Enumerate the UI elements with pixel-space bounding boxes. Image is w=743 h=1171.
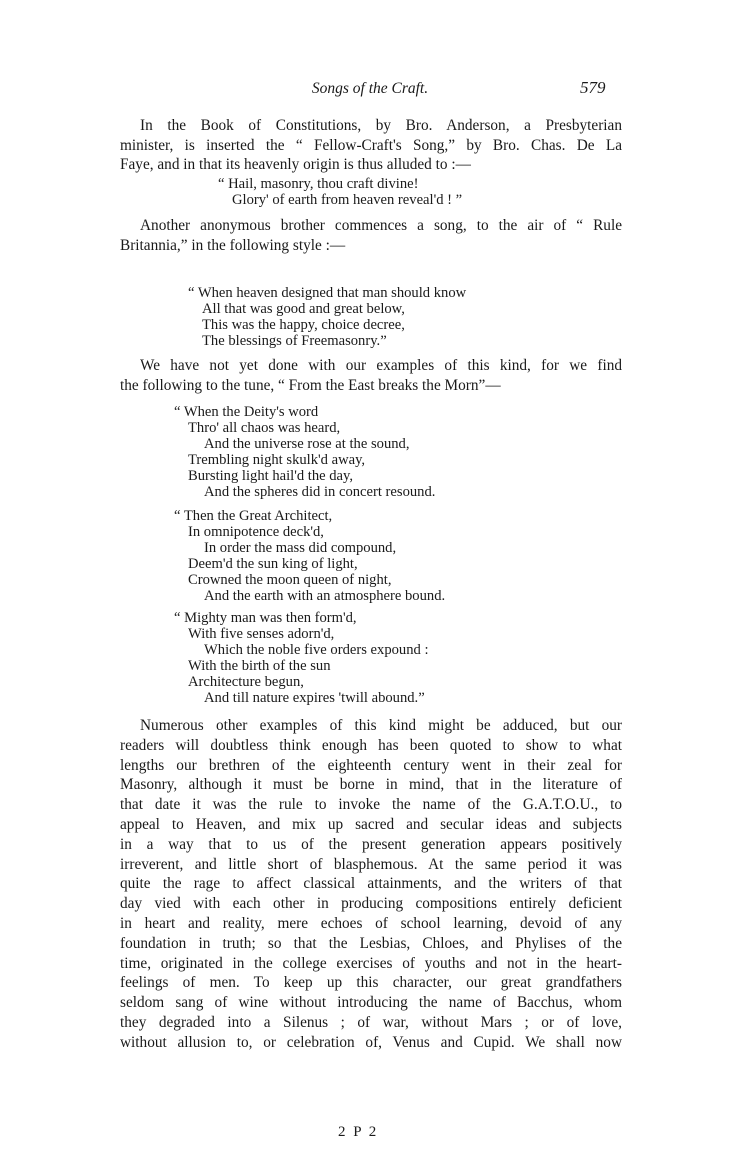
text-line: the following to the tune, “ From the East breaks the Morn”— [120,376,501,394]
printer-signature: 2 P 2 [338,1124,379,1140]
text-line: irreverent, and little short of blasphemous. At the same period it was [120,855,622,873]
verse-rule-britannia [188,285,466,349]
text-line: seldom sang of wine without introducing the name of Bacchus, whom [120,994,622,1012]
verse-line: Glory' of earth from heaven reveal'd ! ” [232,192,463,208]
stanza-great-architect [174,508,445,604]
paragraph-rule-britannia [120,216,622,255]
text-line: Masonry, although it must be borne in mind, that in the literature of [120,776,622,794]
text-line: In the Book of Constitutions, by Bro. Anderson, a Presbyterian [140,117,622,134]
text-line: in a way that to us of the present generation appears positively [120,835,622,853]
verse-line: The blessings of Freemasonry.” [202,333,387,349]
text-line: day vied with each other in producing compositions entirely deficient [120,895,622,913]
verse-line: “ When heaven designed that man should know [188,285,467,301]
text-line: that date it was the rule to invoke the name of the G.A.T.O.U., to [120,796,622,814]
verse-line: “ When the Deity's word [174,404,319,420]
verse-line: In omnipotence deck'd, [188,524,324,540]
text-line: lengths our brethren of the eighteenth century went in their zeal for [120,756,622,774]
text-line: We have not yet done with our examples of this kind, for we find [140,357,622,374]
text-line: Numerous other examples of this kind might be adduced, but our [140,717,622,734]
text-line: without allusion to, or celebration of, Venus and Cupid. We shall now [120,1033,622,1051]
text-line: Another anonymous brother commences a song, to the air of “ Rule [140,217,622,234]
verse-line: This was the happy, choice decree, [202,317,405,333]
paragraph-numerous-examples [120,716,622,1053]
verse-line: With five senses adorn'd, [188,626,335,642]
stanza-mighty-man [174,610,429,706]
verse-line: “ Hail, masonry, thou craft divine! [218,176,419,192]
verse-line: Deem'd the sun king of light, [188,556,358,572]
verse-line: “ Mighty man was then form'd, [174,610,357,626]
text-line: appeal to Heaven, and mix up sacred and secular ideas and subjects [120,815,622,833]
text-line: quite the rage to affect classical attainments, and the writers of that [120,875,622,893]
text-line: time, originated in the college exercises of youths and not in the heart- [120,954,622,972]
verse-line: All that was good and great below, [202,301,405,317]
stanza-deity-word [174,404,435,500]
verse-line: With the birth of the sun [188,658,331,674]
text-line: feelings of men. To keep up this character, our great grandfathers [120,974,622,992]
text-line: they degraded into a Silenus ; of war, without Mars ; or of love, [120,1013,622,1031]
verse-line: Bursting light hail'd the day, [188,468,354,484]
page-number: 579 [580,78,606,97]
verse-line: Thro' all chaos was heard, [188,420,341,436]
text-line: minister, is inserted the “ Fellow-Craft's Song,” by Bro. Chas. De La [120,136,622,154]
verse-line: Trembling night skulk'd away, [188,452,366,468]
verse-line: And the earth with an atmosphere bound. [204,588,446,604]
text-line: Faye, and in that its heavenly origin is thus alluded to :— [120,156,471,174]
verse-line: Crowned the moon queen of night, [188,572,392,588]
running-head [0,78,743,102]
verse-line: And till nature expires 'twill abound.” [204,690,425,706]
verse-fellow-craft [218,176,462,208]
verse-line: And the universe rose at the sound, [204,436,410,452]
verse-line: And the spheres did in concert resound. [204,484,436,500]
verse-line: “ Then the Great Architect, [174,508,333,524]
text-line: in heart and reality, mere echoes of school learning, devoid of any [120,914,622,932]
verse-line: In order the mass did compound, [204,540,397,556]
paragraph-east-breaks [120,356,622,395]
paragraph-constitutions [120,116,622,175]
verse-line: Architecture begun, [188,674,304,690]
verse-line: Which the noble five orders expound : [204,642,429,658]
text-line: foundation in truth; so that the Lesbias, Chloes, and Phylises of the [120,934,622,952]
text-line: readers will doubtless think enough has been quoted to show to what [120,736,622,754]
text-line: Britannia,” in the following style :— [120,236,346,254]
running-title: Songs of the Craft. [311,80,429,97]
